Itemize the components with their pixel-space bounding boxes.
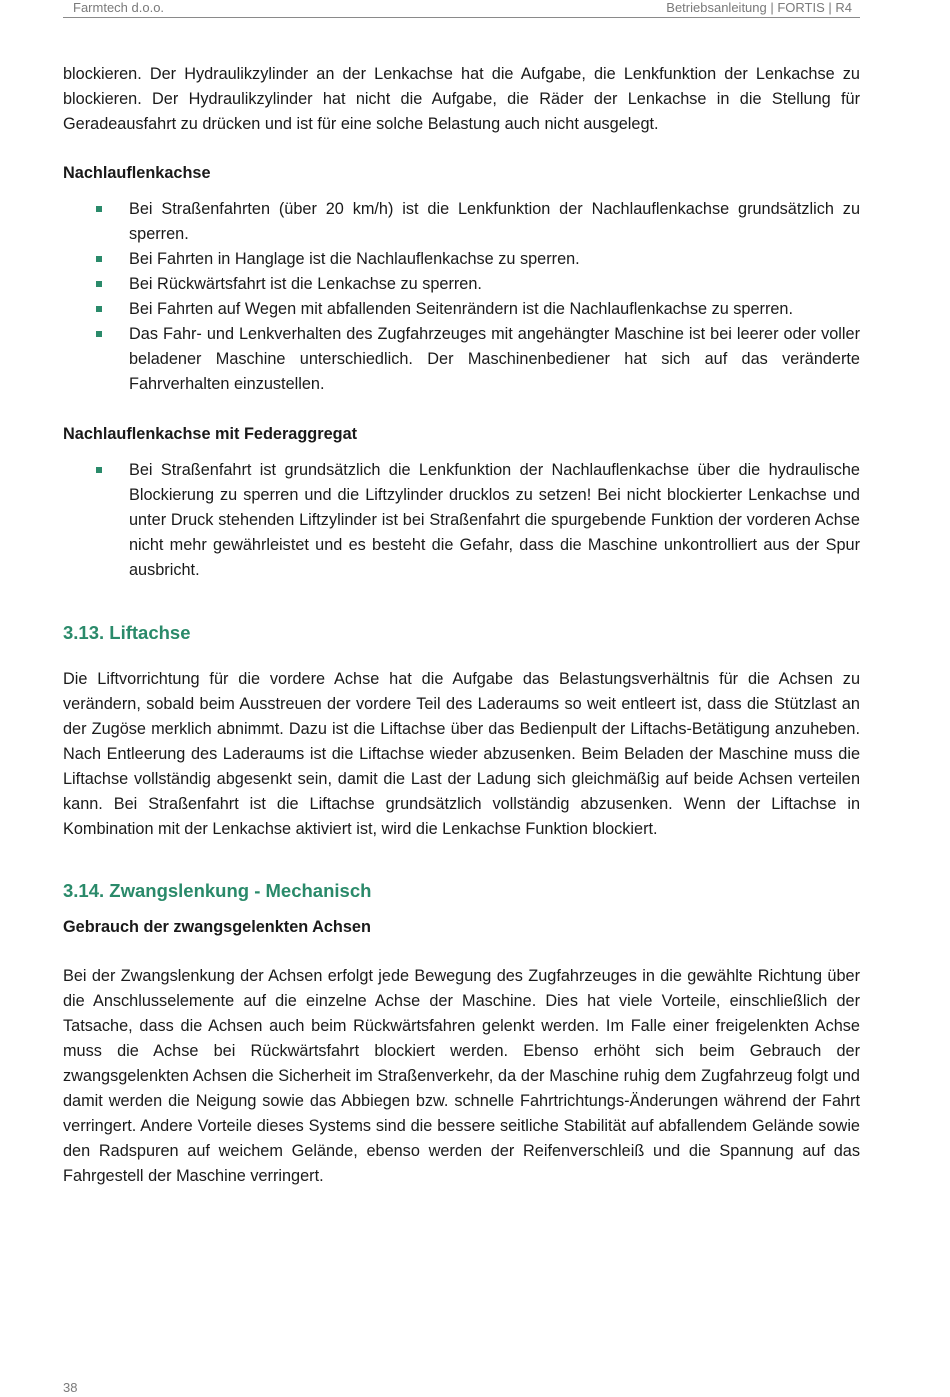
zwangslenkung-paragraph: Bei der Zwangslenkung der Achsen erfolgt jede Bewegung des Zugfahrzeuges in die gewählte Richtung über die Anschlusselemente auf die einzelne Achse der Maschine. Dies hat viele Vorteile, einschließlich der Tatsache, dass die Achsen auch beim Rückwärtsfahren gelenkt werden. Im Falle einer freigelenkten Achse muss die Achse bei Rückwärtsfahrt blockiert werden. Ebenso erhöht sich beim Gebrauch der zwangsgelenkten Achsen die Sicherheit im Straßenverkehr, da der Maschine ruhig dem Zugfahrzeug folgt und damit werden die Neigung sowie das Abbiegen bzw. schnelle Fahrtrichtungs-Änderungen während der Fahrt verringert. Andere Vorteile dieses Systems sind die bessere seitliche Stabilität auf abfallendem Gelände sowie den Radspuren auf weichem Gelände, ebenso werden der Reifenverschleiß und die Spannung auf das Fahrgestell der Maschine verringert. [63, 967, 860, 1185]
bullet-icon [96, 256, 102, 262]
bullet-icon [96, 206, 102, 212]
liftachse-paragraph: Die Liftvorrichtung für die vordere Achse hat die Aufgabe das Belastungsverhältnis für die Achsen zu verändern, sobald beim Ausstreuen der vordere Teil des Laderaums so weit entleert ist, dass die Stützlast an der Zugöse merklich abnimmt. Dazu ist die Liftachse über das Bedienpult der Liftachs-Betätigung anzuheben. Nach Entleerung des Laderaums ist die Liftachse wieder abzusenken. Beim Beladen der Maschine muss die Liftachse vollständig abgesenkt sein, damit die Last der Ladung sich gleichmäßig auf beide Achsen verteilen kann. Bei Straßenfahrt ist die Liftachse grundsätzlich vollständig abzusenken. Wenn der Liftachse in Kombination mit der Lenkachse aktiviert ist, wird die Lenkachse Funktion blockiert. [63, 670, 860, 838]
nachlauf-feder-list [63, 458, 860, 583]
zwangslenkung-subheading: Gebrauch der zwangsgelenkten Achsen [63, 918, 371, 936]
nachlauf-list [63, 197, 860, 397]
bullet-icon [96, 281, 102, 287]
header-company: Farmtech d.o.o. [73, 0, 165, 15]
bullet-icon [96, 331, 102, 337]
list-item: Bei Rückwärtsfahrt ist die Lenkachse zu sperren. [63, 272, 860, 297]
nachlauf-heading: Nachlauflenkachse [63, 164, 211, 182]
intro-paragraph: blockieren. Der Hydraulikzylinder an der Lenkachse hat die Aufgabe, die Lenkfunktion der Lenkachse zu blockieren. Der Hydraulikzylinder hat nicht die Aufgabe, die Räder der Lenkachse in die Stellung für Geradeausfahrt zu drücken und ist für eine solche Belastung auch nicht ausgelegt. [63, 65, 860, 133]
list-item: Bei Fahrten auf Wegen mit abfallenden Seitenrändern ist die Nachlauflenkachse zu sperren. [63, 297, 860, 322]
page-number: 38 [63, 1380, 78, 1395]
page-content [63, 62, 860, 1189]
page-header [63, 0, 860, 18]
nachlauf-feder-heading: Nachlauflenkachse mit Federaggregat [63, 425, 358, 443]
list-item: Bei Fahrten in Hanglage ist die Nachlauflenkachse zu sperren. [63, 247, 860, 272]
list-item: Bei Straßenfahrten (über 20 km/h) ist die Lenkfunktion der Nachlauflenkachse grundsätzlich zu sperren. [63, 197, 860, 247]
section-heading-zwangslenkung: 3.14. Zwangslenkung - Mechanisch [63, 880, 372, 901]
bullet-icon [96, 467, 102, 473]
section-heading-liftachse: 3.13. Liftachse [63, 622, 191, 643]
header-doc-ref: Betriebsanleitung | FORTIS | R4 [666, 0, 852, 15]
bullet-icon [96, 306, 102, 312]
list-item: Das Fahr- und Lenkverhalten des Zugfahrzeuges mit angehängter Maschine ist bei leerer oder voller beladener Maschine unterschiedlich. Der Maschinenbediener hat sich auf das veränderte Fahrverhalten einzustellen. [63, 322, 860, 397]
list-item: Bei Straßenfahrt ist grundsätzlich die Lenkfunktion der Nachlauflenkachse über die hydraulische Blockierung zu sperren und die Liftzylinder drucklos zu setzen! Bei nicht blockierter Lenkachse und unter Druck stehenden Liftzylinder ist bei Straßenfahrt die spurgebende Funktion der vorderen Achse nicht mehr gewährleistet und es besteht die Gefahr, dass die Maschine unkontrolliert aus der Spur ausbricht. [63, 458, 860, 583]
